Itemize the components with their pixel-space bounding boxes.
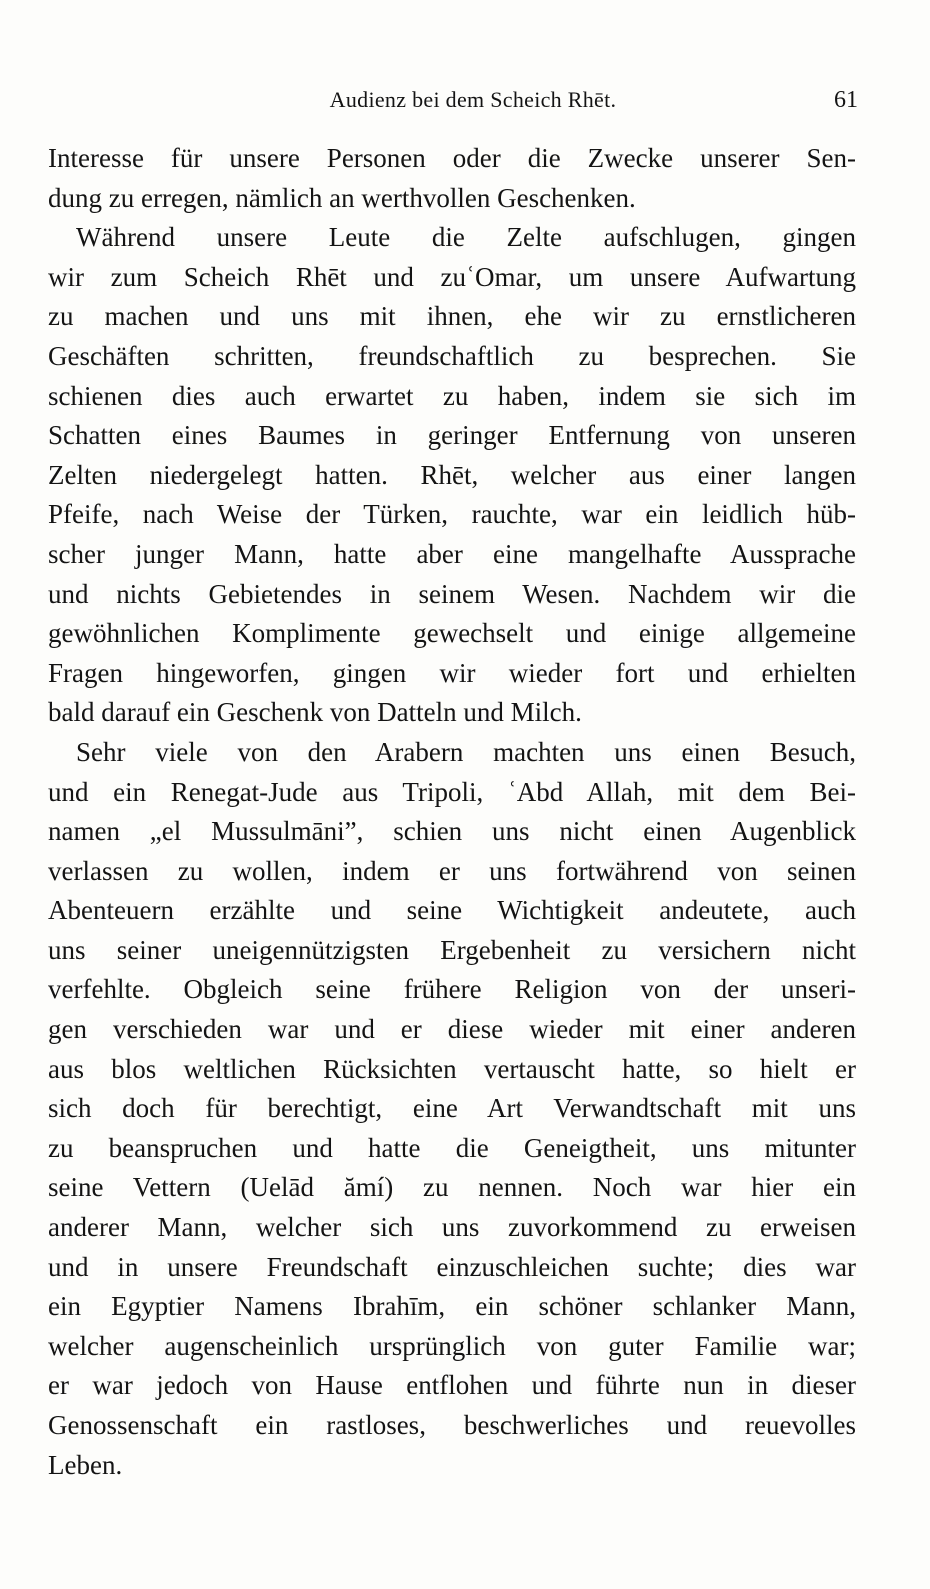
text-line: zu machen und uns mit ihnen, ehe wir zu ernstlicheren xyxy=(48,301,856,332)
text-line: Fragen hingeworfen, gingen wir wieder fort und erhielten xyxy=(48,657,856,688)
text-line: gewöhnlichen Komplimente gewechselt und einige allgemeine xyxy=(48,618,856,649)
text-line: Abenteuern erzählte und seine Wichtigkeit andeutete, auch xyxy=(48,895,856,926)
body-text xyxy=(48,139,856,1485)
text-line: Schatten eines Baumes in geringer Entfernung von unseren xyxy=(48,420,856,451)
text-line: namen „el Mussulmāni”, schien uns nicht einen Augenblick xyxy=(48,816,856,847)
text-line: dung zu erregen, nämlich an werthvollen Geschenken. xyxy=(48,182,636,213)
text-line: schienen dies auch erwartet zu haben, indem sie sich im xyxy=(48,380,856,411)
text-line: Genossenschaft ein rastloses, beschwerliches und reuevolles xyxy=(48,1410,856,1440)
text-line: aus blos weltlichen Rücksichten vertauscht hatte, so hielt er xyxy=(48,1053,856,1084)
text-line: zu beanspruchen und hatte die Geneigtheit, uns mitunter xyxy=(48,1132,856,1163)
running-title: Audienz bei dem Scheich Rhēt. xyxy=(329,87,617,112)
text-line: ein Egyptier Namens Ibrahīm, ein schöner schlanker Mann, xyxy=(48,1291,856,1322)
text-line: Pfeife, nach Weise der Türken, rauchte, war ein leidlich hüb- xyxy=(48,499,856,530)
running-head xyxy=(48,82,858,118)
text-line: seine Vettern (Uelād ămí) zu nennen. Noch war hier ein xyxy=(48,1172,856,1203)
text-line: und nichts Gebietendes in seinem Wesen. Nachdem wir die xyxy=(48,578,856,609)
text-line: und ein Renegat-Jude aus Tripoli, ʿAbd Allah, mit dem Bei- xyxy=(48,776,856,807)
text-line: Zelten niedergelegt hatten. Rhēt, welcher aus einer langen xyxy=(48,459,856,490)
text-line: und in unsere Freundschaft einzuschleichen suchte; dies war xyxy=(48,1251,856,1282)
text-line: gen verschieden war und er diese wieder mit einer anderen xyxy=(48,1014,856,1045)
text-line: uns seiner uneigennützigsten Ergebenheit zu versichern nicht xyxy=(48,934,856,965)
text-line: scher junger Mann, hatte aber eine mangelhafte Aussprache xyxy=(48,538,856,569)
text-line: anderer Mann, welcher sich uns zuvorkommend zu erweisen xyxy=(48,1212,856,1243)
text-line: bald darauf ein Geschenk von Datteln und Milch. xyxy=(48,697,582,728)
text-line: Sehr viele von den Arabern machten uns einen Besuch, xyxy=(76,736,856,767)
text-line: Interesse für unsere Personen oder die Zwecke unserer Sen- xyxy=(48,143,856,173)
text-line: verlassen zu wollen, indem er uns fortwährend von seinen xyxy=(48,855,856,886)
page-number: 61 xyxy=(834,87,858,113)
text-line: wir zum Scheich Rhēt und zuʿOmar, um unsere Aufwartung xyxy=(48,261,856,292)
text-line: welcher augenscheinlich ursprünglich von guter Familie war; xyxy=(48,1330,856,1361)
text-line: Während unsere Leute die Zelte aufschlugen, gingen xyxy=(76,222,856,253)
text-line: Geschäften schritten, freundschaftlich zu besprechen. Sie xyxy=(48,340,856,371)
text-line: sich doch für berechtigt, eine Art Verwandtschaft mit uns xyxy=(48,1093,856,1124)
text-line: verfehlte. Obgleich seine frühere Religion von der unseri- xyxy=(48,974,856,1005)
text-line: er war jedoch von Hause entflohen und führte nun in dieser xyxy=(48,1370,856,1401)
text-line: Leben. xyxy=(48,1449,123,1480)
